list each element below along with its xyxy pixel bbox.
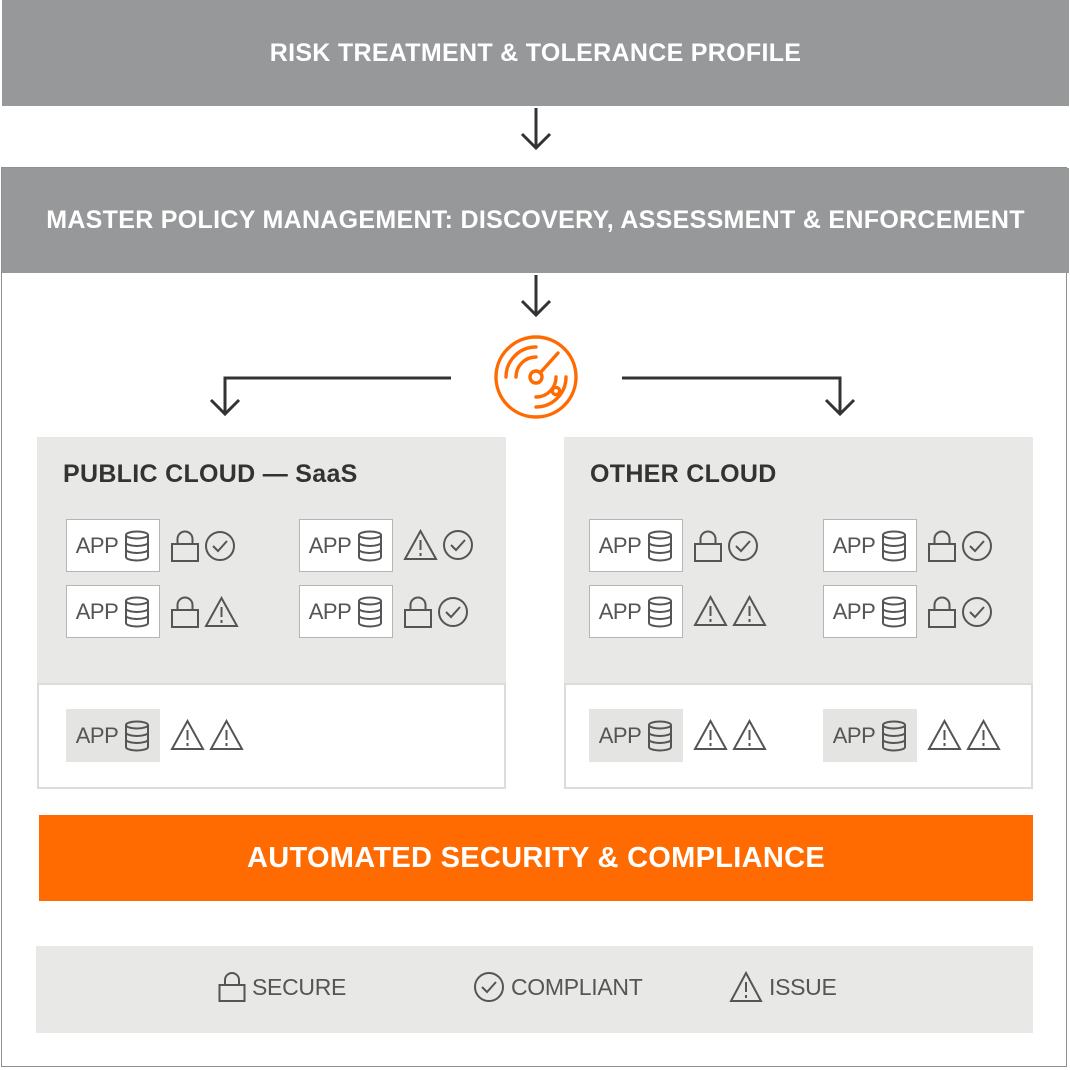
database-icon [881,530,907,562]
database-icon [881,596,907,628]
app-tile [299,585,393,638]
app-status-icons [693,595,767,627]
database-icon [357,596,383,628]
app-tile [823,585,917,638]
database-icon [124,596,150,628]
app-tile [66,709,160,762]
app-status-icons [170,529,236,563]
app-label: APP [75,532,119,558]
public-cloud-title: PUBLIC CLOUD — SaaS [63,460,358,488]
app-status-icons [927,719,1001,751]
legend-issue [729,971,837,1003]
database-icon [881,720,907,752]
check-circle-icon [442,529,474,561]
database-icon [647,530,673,562]
lock-icon [170,595,200,629]
risk-profile-title: RISK TREATMENT & TOLERANCE PROFILE [269,38,802,67]
warning-icon [693,719,728,751]
check-circle-icon [437,596,469,628]
app-status-icons [693,719,767,751]
warning-icon [729,971,763,1003]
automated-security-bar [39,815,1033,901]
app-status-icons [693,529,759,563]
master-policy-title: MASTER POLICY MANAGEMENT: DISCOVERY, ASSESSMENT & ENFORCEMENT [46,206,1025,234]
lock-icon [403,595,433,629]
lock-icon [693,529,723,563]
app-label: APP [832,532,876,558]
legend-secure [218,971,346,1003]
database-icon [647,596,673,628]
arrow-down-icon [518,275,554,319]
database-icon [124,530,150,562]
app-tile [299,519,393,572]
app-label: APP [598,532,642,558]
warning-icon [732,595,767,627]
app-tile [589,709,683,762]
lock-icon [927,595,957,629]
database-icon [357,530,383,562]
lock-icon [218,971,246,1003]
app-status-icons [403,595,469,629]
branch-arrow-left-icon [205,374,455,418]
automated-security-label: AUTOMATED SECURITY & COMPLIANCE [246,841,826,874]
warning-icon [966,719,1001,751]
master-policy-banner [2,168,1069,273]
app-status-icons [927,529,993,563]
app-tile [66,519,160,572]
app-label: APP [598,722,642,748]
warning-icon [403,529,438,561]
database-icon [124,720,150,752]
legend-issue-label: ISSUE [769,973,837,1000]
app-tile [66,585,160,638]
check-circle-icon [727,530,759,562]
branch-arrow-right-icon [620,374,860,418]
app-status-icons [170,595,239,629]
legend-compliant [473,971,642,1003]
check-circle-icon [961,530,993,562]
app-tile [589,585,683,638]
database-icon [647,720,673,752]
app-label: APP [832,722,876,748]
legend [36,946,1033,1033]
legend-compliant-label: COMPLIANT [511,973,643,1000]
lock-icon [170,529,200,563]
app-label: APP [75,722,119,748]
app-label: APP [308,532,352,558]
warning-icon [693,595,728,627]
risk-profile-banner [2,0,1069,106]
check-circle-icon [961,596,993,628]
warning-icon [732,719,767,751]
warning-icon [170,719,205,751]
other-cloud-title: OTHER CLOUD [590,460,777,488]
app-status-icons [403,529,474,561]
radar-icon [492,333,580,421]
app-status-icons [927,595,993,629]
app-status-icons [170,719,244,751]
app-label: APP [598,598,642,624]
legend-secure-label: SECURE [252,973,347,1000]
app-label: APP [75,598,119,624]
warning-icon [927,719,962,751]
warning-icon [204,596,239,628]
warning-icon [209,719,244,751]
check-circle-icon [473,971,505,1003]
app-tile [589,519,683,572]
app-tile [823,709,917,762]
arrow-down-icon [518,108,554,152]
app-tile [823,519,917,572]
app-label: APP [308,598,352,624]
lock-icon [927,529,957,563]
app-label: APP [832,598,876,624]
check-circle-icon [204,530,236,562]
